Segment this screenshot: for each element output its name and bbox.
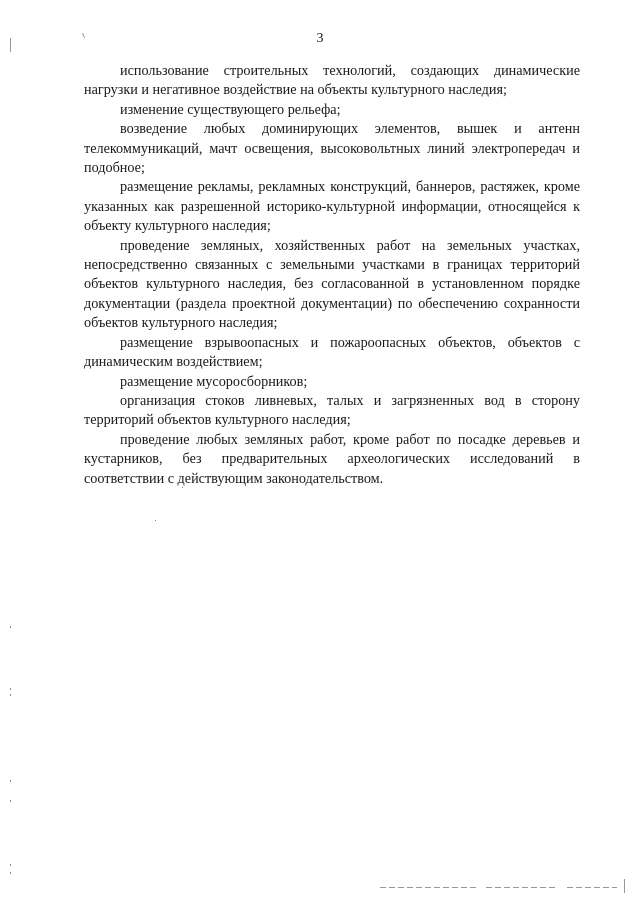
paragraph-2: изменение существующего рельефа; <box>120 101 341 118</box>
scan-artifact-right-edge <box>624 879 625 893</box>
paragraph-1: использование строительных технологий, создающих динамические нагрузки и негативное воздействие на объекты культурного наследия; <box>84 63 580 99</box>
scan-artifact-dot <box>10 864 11 866</box>
scan-artifact-bottom-line <box>380 887 476 888</box>
scan-artifact-bottom-line <box>486 887 558 888</box>
scan-artifact-dot <box>10 780 11 782</box>
paragraph-3: возведение любых доминирующих элементов, вышек и антенн телекоммуникаций, мачт освещения, высоковольтных линий электропередач и подобное; <box>84 121 580 177</box>
paragraph-5: проведение земляных, хозяйственных работ на земельных участках, непосредственно связанных с земельными участками в границах территорий объектов культурного наследия, без согласованной в установленном порядке документации (раздела проектной документации) по обеспечению сохранности объектов культурного наследия; <box>84 237 580 332</box>
scan-artifact-dot <box>10 626 11 628</box>
scan-artifact-dot <box>155 520 156 521</box>
scan-artifact-dot <box>10 694 11 696</box>
paragraph-9: проведение любых земляных работ, кроме работ по посадке деревьев и кустарников, без предварительных археологических исследований в соответствии с действующим законодательством. <box>84 431 580 487</box>
scan-artifact-bottom-line <box>567 887 617 888</box>
paragraph-8: организация стоков ливневых, талых и загрязненных вод в сторону территорий объектов культурного наследия; <box>84 392 580 429</box>
document-body <box>84 62 580 489</box>
scan-artifact-dot <box>10 872 11 874</box>
paragraph-6: размещение взрывоопасных и пожароопасных объектов, объектов с динамическим воздействием; <box>84 334 580 371</box>
paragraph-7: размещение мусоросборников; <box>120 373 308 390</box>
paragraph-4: размещение рекламы, рекламных конструкций, баннеров, растяжек, кроме указанных как разрешенной историко-культурной информации, относящейся к объекту культурного наследия; <box>84 179 580 235</box>
page-number: 3 <box>316 31 324 46</box>
scan-artifact-dot <box>10 800 11 802</box>
scan-artifact-dot <box>10 688 11 690</box>
scan-artifact-dot <box>182 487 183 488</box>
scan-artifact-top-left <box>10 38 11 52</box>
